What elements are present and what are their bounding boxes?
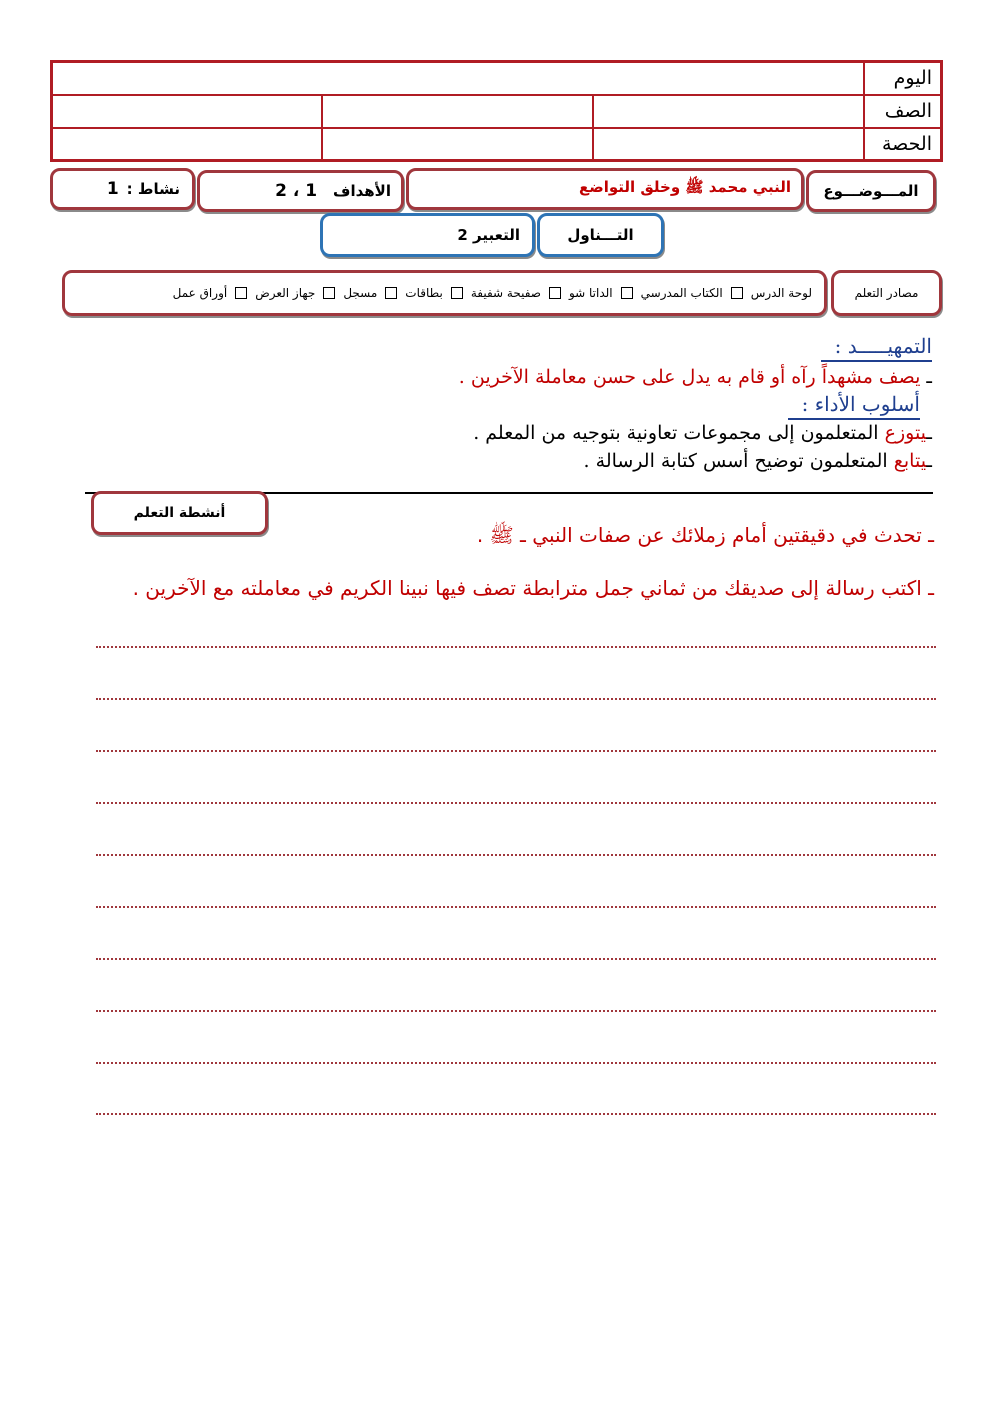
intro-title: التمهيـــــد : — [821, 334, 932, 362]
method-line-2: ـيتابع المتعلمون توضيح أسس كتابة الرسالة . — [583, 450, 932, 472]
period-cell-3[interactable] — [52, 128, 323, 161]
source-item: أوراق عمل — [172, 286, 228, 300]
source-checkbox[interactable] — [731, 287, 743, 299]
writing-line[interactable] — [96, 906, 936, 908]
source-item: صفيحة شفيفة — [470, 286, 541, 300]
intro-title-line — [821, 334, 932, 358]
source-item: لوحة الدرس — [750, 286, 812, 300]
writing-line[interactable] — [96, 750, 936, 752]
day-value-cell[interactable] — [52, 62, 864, 95]
subject-label: المـــوضـــوع — [823, 182, 919, 200]
method-line-1: ـيتوزع المتعلمون إلى مجموعات تعاونية بتوجيه من المعلم . — [473, 422, 932, 444]
class-cell-2[interactable] — [322, 95, 593, 128]
source-item: مسجل — [343, 286, 378, 300]
activity-item-2: ـ اكتب رسالة إلى صديقك من ثماني جمل مترابطة تصف فيها نبينا الكريم في معاملته مع الآخرين . — [132, 576, 934, 600]
approach-label: التـــناول — [567, 226, 634, 244]
method-verb-1: يتوزع — [884, 422, 927, 444]
approach-value-box — [320, 213, 535, 257]
class-cell-3[interactable] — [52, 95, 323, 128]
source-item: الكتاب المدرسي — [640, 286, 723, 300]
source-checkbox[interactable] — [385, 287, 397, 299]
activity-item-1: ـ تحدث في دقيقتين أمام زملائك عن صفات النبي ـ ﷺ . — [476, 523, 934, 547]
period-label: الحصة — [864, 128, 942, 161]
intro-text: يصف مشهداً رآه أو قام به يدل على حسن معاملة الآخرين . — [458, 366, 921, 388]
sources-list — [62, 270, 827, 316]
bullet-dash: ـ — [926, 366, 932, 388]
source-item: جهاز العرض — [255, 286, 316, 300]
writing-line[interactable] — [96, 854, 936, 856]
activities-label-box — [91, 491, 268, 535]
method-text-2: المتعلمون توضيح أسس كتابة الرسالة . — [583, 450, 894, 472]
writing-line[interactable] — [96, 802, 936, 804]
source-checkbox[interactable] — [323, 287, 335, 299]
activity-value: 1 — [106, 179, 119, 199]
writing-line[interactable] — [96, 1062, 936, 1064]
header-table — [50, 60, 943, 162]
sources-label-box — [831, 270, 942, 316]
subject-label-box — [806, 170, 936, 212]
source-checkbox[interactable] — [451, 287, 463, 299]
goals-label: الأهداف — [333, 182, 391, 200]
method-title: أسلوب الأداء : — [788, 392, 920, 420]
subject-value-box — [406, 168, 804, 210]
sources-label: مصادر التعلم — [854, 286, 919, 300]
activity-label: نشاط : — [126, 180, 180, 198]
class-label: الصف — [864, 95, 942, 128]
day-label: اليوم — [864, 62, 942, 95]
method-title-line — [788, 392, 920, 416]
source-item: بطاقات — [405, 286, 443, 300]
approach-label-box — [537, 213, 664, 257]
goals-value: 1 ، 2 — [275, 181, 318, 201]
source-item: الداتا شو — [568, 286, 613, 300]
writing-line[interactable] — [96, 1010, 936, 1012]
period-cell-1[interactable] — [593, 128, 864, 161]
source-checkbox[interactable] — [549, 287, 561, 299]
period-cell-2[interactable] — [322, 128, 593, 161]
activity-box — [50, 168, 195, 210]
writing-line[interactable] — [96, 958, 936, 960]
subject-value: النبي محمد ﷺ وخلق التواضع — [579, 178, 791, 196]
goals-box — [197, 170, 404, 212]
method-text-1: المتعلمون إلى مجموعات تعاونية بتوجيه من المعلم . — [473, 422, 885, 444]
class-cell-1[interactable] — [593, 95, 864, 128]
source-checkbox[interactable] — [621, 287, 633, 299]
activities-label: أنشطة التعلم — [133, 505, 226, 521]
writing-line[interactable] — [96, 698, 936, 700]
writing-line[interactable] — [96, 1113, 936, 1115]
method-verb-2: يتابع — [893, 450, 927, 472]
writing-line[interactable] — [96, 646, 936, 648]
approach-value: التعبير 2 — [457, 226, 520, 244]
intro-line — [459, 366, 932, 388]
source-checkbox[interactable] — [235, 287, 247, 299]
